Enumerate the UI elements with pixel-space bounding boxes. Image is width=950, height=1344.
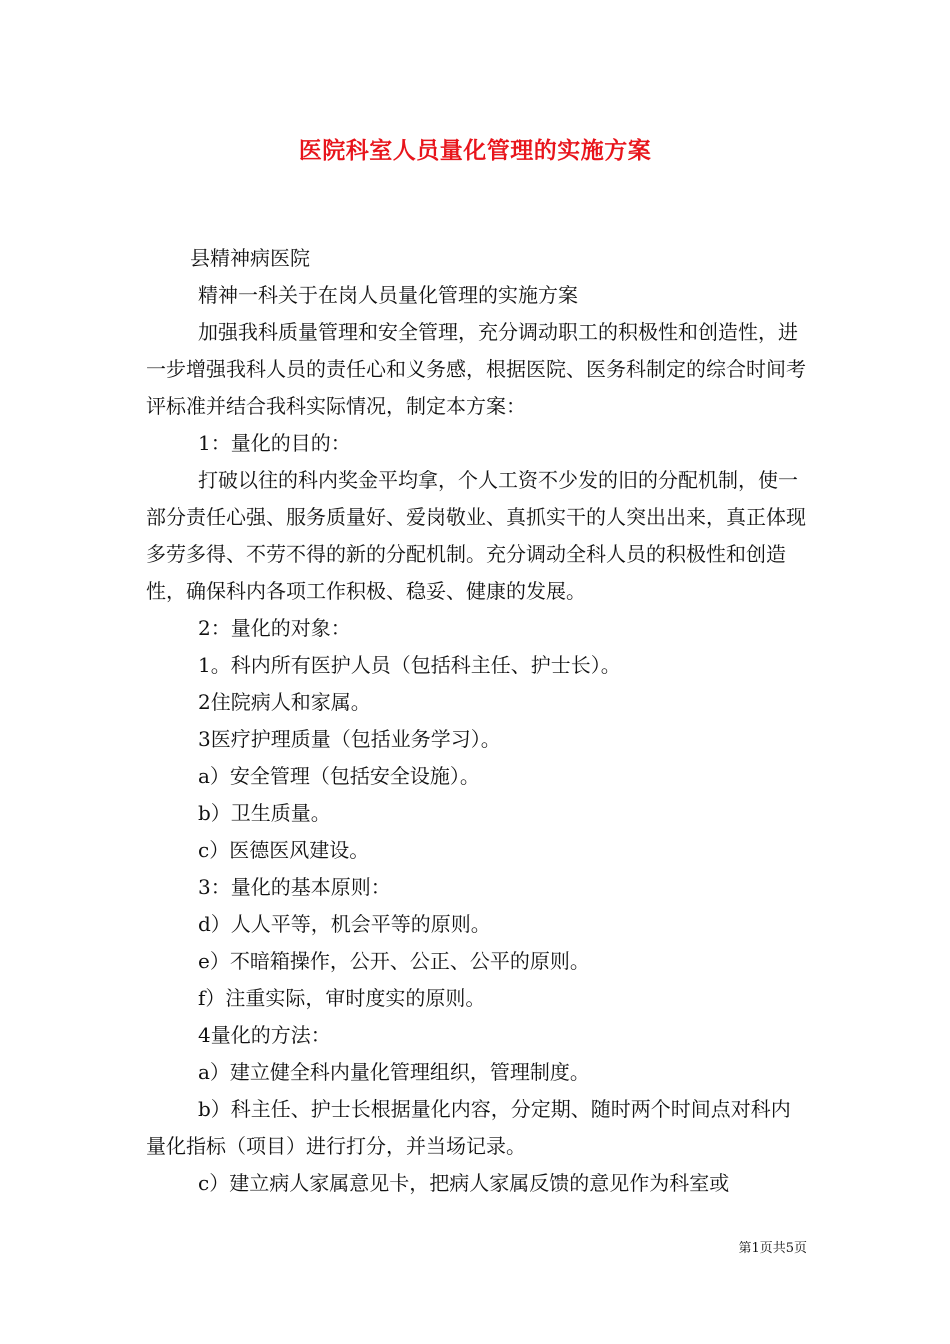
paragraph: e）不暗箱操作，公开、公正、公平的原则。 bbox=[198, 949, 590, 973]
paragraph: 3：量化的基本原则： bbox=[198, 875, 391, 899]
paragraph: 精神一科关于在岗人员量化管理的实施方案 bbox=[198, 283, 578, 307]
paragraph: 2住院病人和家属。 bbox=[198, 690, 371, 714]
paragraph: b）科主任、护士长根据量化内容，分定期、随时两个时间点对科内量化指标（项目）进行打分，并当场记录。 bbox=[146, 1097, 791, 1158]
paragraph: a）建立健全科内量化管理组织，管理制度。 bbox=[198, 1060, 590, 1084]
page-number: 第1页共5页 bbox=[738, 1241, 807, 1256]
paragraph: 加强我科质量管理和安全管理，充分调动职工的积极性和创造性，进一步增强我科人员的责任心和义务感，根据医院、医务科制定的综合时间考评标准并结合我科实际情况，制定本方案： bbox=[146, 320, 806, 418]
document-body bbox=[146, 240, 810, 1202]
paragraph: 1。科内所有医护人员（包括科主任、护士长）。 bbox=[198, 653, 621, 677]
paragraph: 打破以往的科内奖金平均拿，个人工资不少发的旧的分配机制，使一部分责任心强、服务质量好、爱岗敬业、真抓实干的人突出出来，真正体现多劳多得、不劳不得的新的分配机制。充分调动全科人员的积极性和创造性，确保科内各项工作积极、稳妥、健康的发展。 bbox=[146, 468, 806, 603]
paragraph: c）医德医风建设。 bbox=[198, 838, 370, 862]
paragraph: 1：量化的目的： bbox=[198, 431, 351, 455]
paragraph: a）安全管理（包括安全设施）。 bbox=[198, 764, 480, 788]
paragraph: 2：量化的对象： bbox=[198, 616, 351, 640]
paragraph: 3医疗护理质量（包括业务学习）。 bbox=[198, 727, 501, 751]
paragraph: d）人人平等，机会平等的原则。 bbox=[198, 912, 491, 936]
paragraph: f）注重实际，审时度实的原则。 bbox=[198, 986, 486, 1010]
paragraph: c）建立病人家属意见卡，把病人家属反馈的意见作为科室或 bbox=[198, 1171, 730, 1195]
paragraph: 4量化的方法： bbox=[198, 1023, 331, 1047]
page-title: 医院科室人员量化管理的实施方案 bbox=[298, 137, 652, 164]
paragraph: b）卫生质量。 bbox=[198, 801, 331, 825]
paragraph: 县精神病医院 bbox=[190, 246, 310, 270]
